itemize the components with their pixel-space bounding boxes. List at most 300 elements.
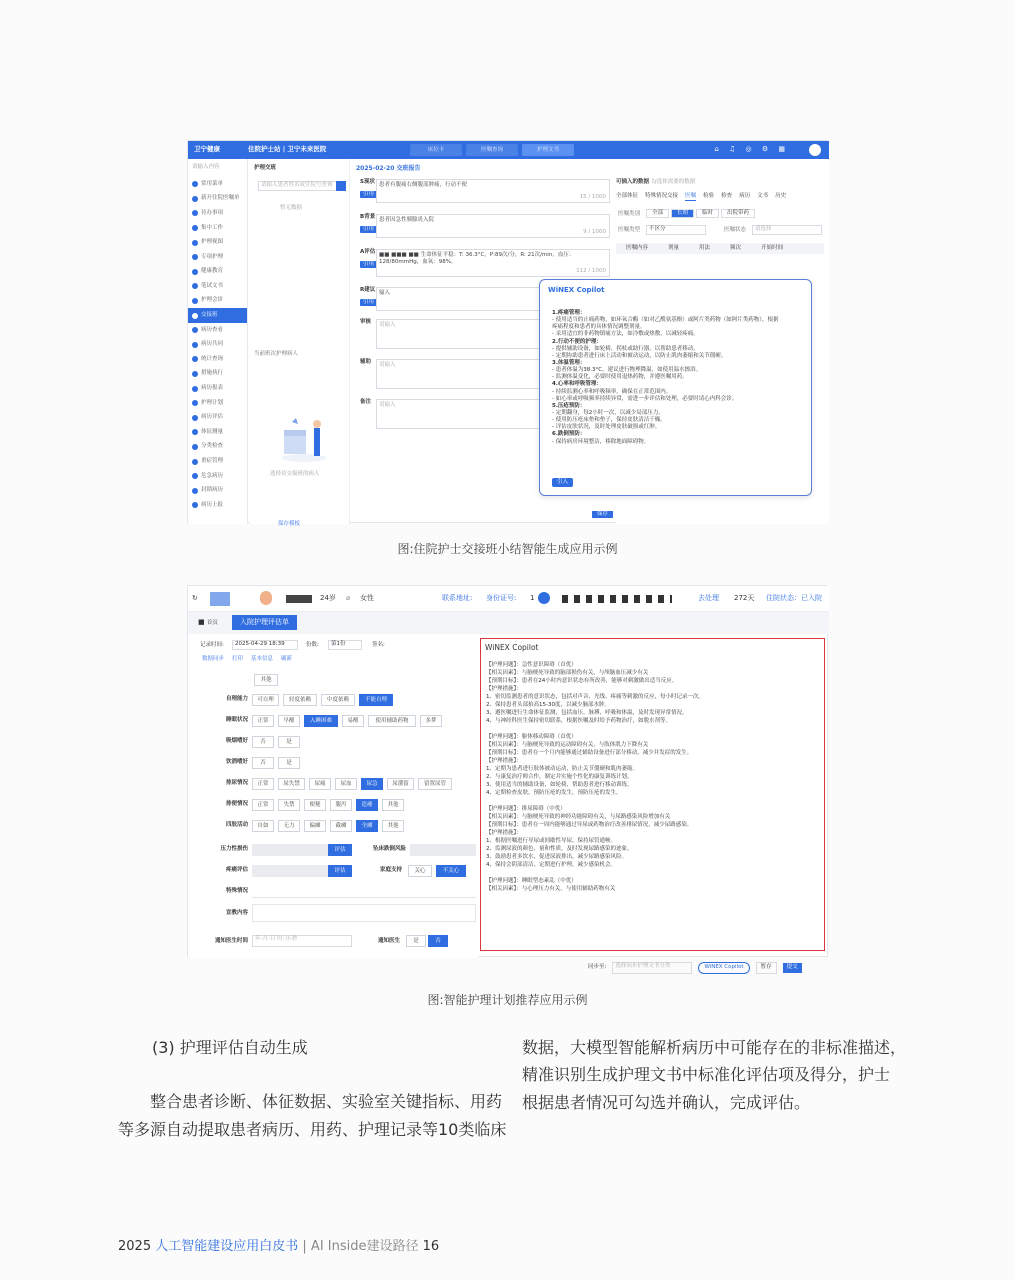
filter-option[interactable]: 长期 xyxy=(671,209,694,218)
copilot-button[interactable]: WiNEX Copilot xyxy=(698,962,749,973)
row-label: 自理能力 xyxy=(225,696,248,702)
sidebar-item-label: 措施执行 xyxy=(201,370,224,377)
refresh-icon[interactable]: ↻ xyxy=(192,594,198,602)
copilot-line: - 定期翻身，每2小时一次，以减少局部压力。 xyxy=(552,409,664,416)
right-line-2: 精准识别生成护理文书中标准化评估项及得分，护士 xyxy=(522,1065,891,1084)
copilot-line: - 保持病房环境整洁，移除地面障碍物。 xyxy=(552,438,650,445)
char-count: 15 / 1000 xyxy=(579,193,606,200)
copilot-line: 3、使用适当的辅助设备，如轮椅、帮助患者进行移动训练。 xyxy=(486,782,633,788)
sidebar-item[interactable] xyxy=(188,425,247,440)
copilot-line: 1、定期为患者进行肢体被动运动，防止关节僵硬和肌肉萎缩。 xyxy=(486,766,639,772)
row-option[interactable]: 造瘘 xyxy=(356,799,378,811)
sidebar-item-label: 分类检查 xyxy=(201,443,224,450)
patient-avatar xyxy=(260,591,272,605)
sidebar-item-label: 病历查看 xyxy=(201,326,224,333)
sidebar-item[interactable] xyxy=(188,352,247,367)
data-tab[interactable]: 病历 xyxy=(739,193,751,199)
copilot-line: 4、与神经科医生保持密切联系，根据医嘱及时给予药物治疗，如脱水剂等。 xyxy=(486,718,672,724)
row-option[interactable]: 是 xyxy=(278,736,300,748)
sidebar-item[interactable] xyxy=(188,338,247,353)
menu-icon xyxy=(192,356,198,362)
sidebar-item-label: 集中工作 xyxy=(201,224,224,231)
order-type-select[interactable]: 不区分 xyxy=(646,225,706,235)
copilot-popup xyxy=(539,279,812,496)
sync-select[interactable]: 选择同步护理文书分类 xyxy=(612,962,692,974)
filter-option[interactable]: 出院带药 xyxy=(721,209,755,218)
sidebar-item-label: 护理计划 xyxy=(201,399,224,406)
special-input[interactable] xyxy=(252,884,476,898)
id-label: 身份证号: xyxy=(486,594,517,602)
field-label: B背景 xyxy=(360,214,376,220)
menu-icon xyxy=(192,327,198,333)
copilot-title: WiNEX Copilot xyxy=(548,286,605,294)
sidebar-item[interactable] xyxy=(188,381,247,396)
field-label: R建议 xyxy=(360,287,376,293)
tab-order-query[interactable]: 医嘱查询 xyxy=(466,144,518,156)
row-option[interactable]: 易醒 xyxy=(342,715,364,727)
left-line-2: 等多源自动提取患者病历、用药、护理记录等10类临床 xyxy=(118,1120,507,1139)
copilot-line: 2.行动不便的护理： xyxy=(552,338,602,345)
id-value: 1 xyxy=(530,594,535,602)
stay-days: 272天 xyxy=(734,594,755,602)
menu-icon xyxy=(192,196,198,202)
pressure-field[interactable] xyxy=(252,844,328,856)
sidebar xyxy=(188,159,248,524)
education-label: 宣教内容 xyxy=(225,910,248,916)
menu-icon xyxy=(192,488,198,494)
field-text: 患者有腹痛右侧腹部肿痛，行动不便 xyxy=(379,182,468,188)
sidebar-item[interactable] xyxy=(188,265,247,280)
copilot-line: 【预期目标】：患者在一周内能够通过导尿或药物治疗改善排尿情况，减少尿路感染。 xyxy=(486,822,693,828)
sync-label: 同步至: xyxy=(588,964,607,971)
sidebar-item-label: 新开住院医嘱单 xyxy=(201,195,240,202)
sidebar-item[interactable] xyxy=(188,250,247,265)
row-option[interactable]: 早醒 xyxy=(278,715,300,727)
gender-icon: ⌀ xyxy=(346,594,351,602)
sidebar-item[interactable] xyxy=(188,469,247,484)
row-option[interactable]: 偏瘫 xyxy=(304,820,326,832)
copilot-line: - 提供辅助设备，如轮椅、拐杖或助行器，以帮助患者移动。 xyxy=(552,345,699,352)
pain-field[interactable] xyxy=(252,865,328,877)
copilot-line: 3.体温管理： xyxy=(552,359,586,366)
figure-handover-summary xyxy=(187,140,828,527)
cite-tag[interactable]: 引用 xyxy=(360,226,377,233)
copilot-line: 3、遵医嘱进行生命体征监测，包括血压、脉搏、呼吸和体温，及时发现异常情况。 xyxy=(486,710,688,716)
copilot-line: 【护理措施】： xyxy=(486,830,522,836)
copilot-line: 4、保持会阴部清洁，定期进行护理，减少感染机会。 xyxy=(486,862,617,868)
assist-input[interactable]: 请输入 xyxy=(376,359,610,389)
row-option[interactable]: 正常 xyxy=(252,715,274,727)
copilot-line: 1、密切监测患者的意识状态，包括对声音、光线、疼痛等刺激的反应，每小时记录一次。 xyxy=(486,694,705,700)
save-template-button[interactable]: 保存模板 xyxy=(278,521,301,527)
copilot-title: WiNEX Copilot xyxy=(485,643,539,652)
menu-icon xyxy=(192,210,198,216)
cite-tag[interactable]: 引用 xyxy=(360,261,377,268)
illustration-caption: 选择待交接班的病人 xyxy=(270,471,320,477)
tab-bed-card[interactable]: 床位卡 xyxy=(410,144,462,156)
copilot-line: - 监测体温变化，必要时使用退热药物，并遵医嘱用药。 xyxy=(552,374,688,381)
family-support-label: 家庭支持 xyxy=(379,867,402,873)
report-date-title: 2025-02-20 交班报告 xyxy=(356,165,421,172)
empty-box-illustration xyxy=(278,414,330,464)
data-tab[interactable]: 检验 xyxy=(703,193,715,199)
sidebar-item-label: 交接班 xyxy=(201,312,218,319)
save-button[interactable]: 保存 xyxy=(592,511,613,518)
menu-icon xyxy=(192,415,198,421)
search-icon[interactable] xyxy=(336,181,346,191)
data-tab[interactable]: 特殊情况交接 xyxy=(645,193,679,199)
row-option[interactable]: 中度依赖 xyxy=(321,694,355,706)
filter-option[interactable]: 临时 xyxy=(696,209,719,218)
sidebar-item-label: 病历上报 xyxy=(201,501,224,508)
notify-time-input[interactable]: 年-月-日 时:分:秒 xyxy=(252,935,352,947)
menu-icon xyxy=(192,459,198,465)
home-label: 首页 xyxy=(206,620,218,626)
footer-title: 人工智能建设应用白皮书 xyxy=(155,1239,299,1254)
doctor-link[interactable]: 去处理 xyxy=(698,594,719,602)
copilot-line: 【相关因素】：与脑梗死导致的脑部损伤有关，与颅脑血压减少有关 xyxy=(486,670,649,676)
pain-label: 疼痛评估 xyxy=(225,867,248,873)
family-nocare-option[interactable]: 不关心 xyxy=(436,865,466,877)
copilot-line: 1.疼痛管理： xyxy=(552,310,586,316)
column-header: 剂量 xyxy=(668,244,680,251)
page-footer xyxy=(118,1235,439,1254)
field-label: A评估 xyxy=(360,249,376,255)
row-option[interactable]: 无力 xyxy=(278,820,300,832)
copilot-line: 2、与康复治疗师合作，制定并实施个性化的康复训练计划。 xyxy=(486,774,633,780)
row-option[interactable]: 其他 xyxy=(382,820,404,832)
copilot-content xyxy=(552,310,802,446)
bottom-toolbar xyxy=(588,962,802,974)
menu-icon xyxy=(192,371,198,377)
note-input[interactable]: 请输入 xyxy=(376,399,610,429)
copilot-line xyxy=(486,797,816,805)
copilot-line: 1、根据医嘱进行导尿或间歇性导尿，保持尿管通畅。 xyxy=(486,838,617,844)
copilot-line xyxy=(486,725,816,733)
sidebar-item[interactable] xyxy=(188,308,247,323)
menu-icon xyxy=(192,429,198,435)
copilot-line: 5.压疮预防： xyxy=(552,402,586,409)
order-status-select[interactable]: 请选择 xyxy=(752,225,822,235)
submit-button[interactable]: 提交 xyxy=(783,963,802,972)
home-tab[interactable]: ■ 首页 xyxy=(198,618,218,626)
app-header xyxy=(188,141,829,159)
row-option[interactable]: 尿血 xyxy=(335,778,357,790)
row-option[interactable]: 截瘫 xyxy=(330,820,352,832)
menu-icon xyxy=(192,181,198,187)
sidebar-item-label: 常用菜单 xyxy=(201,180,224,187)
right-title: 可插入的数据 xyxy=(616,179,650,185)
toolbar-action[interactable]: 刷新 xyxy=(281,656,293,662)
menu-icon xyxy=(192,342,198,348)
sidebar-item[interactable] xyxy=(188,323,247,338)
copilot-line: 4、定期检查皮肤，预防压疮的发生，预防压疮的发生。 xyxy=(486,790,622,796)
field-input[interactable] xyxy=(376,179,610,203)
family-care-option[interactable]: 关心 xyxy=(408,865,432,877)
copilot-line: 【护理问题】：排尿障碍（中优） xyxy=(486,806,566,812)
row-option[interactable]: 多梦 xyxy=(420,715,442,727)
row-option[interactable]: 可自理 xyxy=(252,694,279,706)
row-option[interactable]: 尿痛 xyxy=(309,778,331,790)
copilot-line: 【护理问题】：睡眠型态紊乱（中优） xyxy=(486,878,577,884)
tab-bar xyxy=(188,612,829,634)
contact-address-label: 联系地址: xyxy=(442,594,473,602)
copilot-line: - 定期协助患者进行床上活动和被动运动，以防止肌肉萎缩和关节僵硬。 xyxy=(552,352,727,359)
field-label-note: 备注 xyxy=(360,399,372,405)
cite-tag[interactable]: 引用 xyxy=(360,191,377,198)
section-title: 当前班次护理病人 xyxy=(254,351,299,357)
row-option[interactable]: 否 xyxy=(252,736,274,748)
patient-logo xyxy=(210,592,230,606)
copilot-line: 【相关因素】：与脑梗死导致的神经功能障碍有关，与尿路感染风险增加有关 xyxy=(486,814,671,820)
row-option[interactable]: 尿潴留 xyxy=(387,778,414,790)
row-option[interactable]: 否 xyxy=(252,757,274,769)
field-label-assist: 辅助 xyxy=(360,359,372,365)
menu-icon xyxy=(192,225,198,231)
sidebar-search[interactable]: 请输入内容 xyxy=(192,164,220,170)
menu-icon xyxy=(192,269,198,275)
sidebar-item[interactable] xyxy=(188,367,247,382)
figure1-caption: 图:住院护士交接班小结智能生成应用示例 xyxy=(397,542,618,556)
data-tab[interactable]: 全部体征 xyxy=(616,193,639,199)
pressure-eval-button[interactable]: 评估 xyxy=(328,844,352,856)
menu-icon xyxy=(192,386,198,392)
panel-title xyxy=(616,177,695,186)
copilot-line: 3、鼓励患者多饮水，促进尿液排出，减少尿路感染风险。 xyxy=(486,854,628,860)
section-heading: (3) 护理评估自动生成 xyxy=(152,1038,308,1057)
row-label: 四肢活动 xyxy=(225,822,248,828)
empty-hint: 暂无数据 xyxy=(280,205,303,211)
row-label: 排便情况 xyxy=(225,801,248,807)
sidebar-item[interactable] xyxy=(188,177,247,192)
sidebar-item[interactable] xyxy=(188,192,247,207)
copilot-line: - 如心率或呼吸频率持续异常，需进一步评估和处理，必要时请心内科会诊。 xyxy=(552,395,738,402)
fall-risk-field[interactable] xyxy=(410,844,476,856)
row-option[interactable]: 全瘫 xyxy=(356,820,378,832)
row-label: 饮酒嗜好 xyxy=(225,759,248,765)
row-option[interactable]: 便秘 xyxy=(304,799,326,811)
copilot-line: - 评估皮肤状况，及时处理皮肤破损或红肿。 xyxy=(552,424,661,431)
row-label: 睡眠状况 xyxy=(225,717,248,723)
sidebar-item-label: 笔试文书 xyxy=(201,282,224,289)
sidebar-item-label: 专项护理 xyxy=(201,253,224,260)
copilot-line xyxy=(486,869,816,877)
row-label: 排尿情况 xyxy=(225,780,248,786)
sidebar-item-label: 统计查询 xyxy=(201,355,224,362)
data-tab[interactable]: 历史 xyxy=(775,193,787,199)
copilot-line: 【护理问题】：躯体移动障碍（首优） xyxy=(486,734,577,740)
fall-risk-label: 坠床跌倒风险 xyxy=(372,846,406,852)
sidebar-item[interactable] xyxy=(188,294,247,309)
footer-separator: | xyxy=(302,1239,307,1254)
draft-button[interactable]: 暂存 xyxy=(756,962,777,973)
row-option[interactable]: 腹泻 xyxy=(330,799,352,811)
row-option[interactable]: 自如 xyxy=(252,820,274,832)
menu-icon xyxy=(192,313,198,319)
tab-nursing-docs[interactable]: 护理文书 xyxy=(522,144,574,156)
header-icons[interactable]: ⌂ ♫ ◎ ⚙ ▦ xyxy=(714,145,789,153)
copilot-line: 疼痛程度和患者的具体情况调整剂量。 xyxy=(552,324,646,331)
record-time-input[interactable]: 2025-04-29 18:39 xyxy=(232,640,298,650)
option-other[interactable]: 其他 xyxy=(254,674,278,686)
left-line-1: 整合患者诊断、体征数据、实验室关键指标、用药 xyxy=(150,1092,503,1111)
copilot-content xyxy=(486,661,816,893)
avatar[interactable] xyxy=(809,144,821,156)
sidebar-item-label: 护理会诊 xyxy=(201,297,224,304)
copilot-line: - 使用适当的止痛药物，如环氧合酶（如对乙酰氨基酚）或阿片类药物（如阿片类药物），根据 xyxy=(552,317,779,324)
menu-icon xyxy=(192,254,198,260)
row-option[interactable]: 留置尿管 xyxy=(418,778,452,790)
sidebar-item[interactable] xyxy=(188,411,247,426)
notify-no[interactable]: 否 xyxy=(428,935,448,947)
copies-select[interactable]: 第1份 xyxy=(328,640,362,650)
row-option[interactable]: 入睡困难 xyxy=(304,715,338,727)
copilot-line: - 患者体温为38.3°C，建议进行物理降温，如使用温水擦浴。 xyxy=(552,367,702,374)
patient-age: 24岁 xyxy=(320,594,336,602)
copilot-line: 【预期目标】：患者在一个月内能够通过辅助设备进行部分移动，减少并发症的发生。 xyxy=(486,750,693,756)
patient-search-input[interactable]: 请输入患者姓名或住院号查询 xyxy=(258,181,338,191)
field-label: S现状 xyxy=(360,179,375,185)
toolbar-action[interactable]: 打印 xyxy=(232,656,244,662)
field-text: ■■ ■■■ ■■ 生命体征平稳：T: 36.3°C，P:89次/分，R: 21次/min，血压：128/80mmHg，血氧：98%。 xyxy=(379,252,575,266)
row-option[interactable]: 其他 xyxy=(382,799,404,811)
order-type-label: 医嘱类型 xyxy=(618,227,641,233)
brand-logo: 卫宁健康 xyxy=(194,145,220,153)
page-number: 16 xyxy=(422,1239,440,1254)
copilot-line: - 持续监测心率和呼吸频率，确保在正常范围内。 xyxy=(552,388,672,395)
menu-icon xyxy=(192,444,198,450)
row-option[interactable]: 使用辅助药物 xyxy=(368,715,416,727)
menu-icon xyxy=(192,283,198,289)
row-option[interactable]: 失禁 xyxy=(278,799,300,811)
id-icon[interactable] xyxy=(538,592,550,604)
data-tab[interactable]: 文书 xyxy=(757,193,769,199)
sidebar-item-label: 重症管理 xyxy=(201,458,224,464)
pain-eval-button[interactable]: 评估 xyxy=(328,865,352,877)
field-text: 输入 xyxy=(379,290,391,296)
copilot-line: 2、监测尿液的颜色、量和性质，及时发现尿路感染的迹象。 xyxy=(486,846,633,852)
column-header: 频次 xyxy=(730,244,742,251)
sidebar-item[interactable] xyxy=(188,396,247,411)
field-input[interactable] xyxy=(376,249,610,277)
menu-icon xyxy=(192,502,198,508)
education-input[interactable] xyxy=(252,904,476,922)
sidebar-item-label: 待办事项 xyxy=(201,209,224,216)
sidebar-item-label: 病历评估 xyxy=(201,414,224,421)
char-count: 9 / 1000 xyxy=(583,228,606,235)
column-header: 开始时间 xyxy=(761,244,784,251)
cite-tag[interactable]: 引用 xyxy=(360,299,377,306)
copilot-line: 6.跌倒预防： xyxy=(552,431,586,438)
sidebar-item[interactable] xyxy=(188,498,247,513)
sidebar-item[interactable] xyxy=(188,279,247,294)
figure2-caption: 图:智能护理计划推荐应用示例 xyxy=(427,993,588,1007)
copilot-line: 【相关因素】：与脑梗死导致的运动障碍有关，与肢体肌力下降有关 xyxy=(486,742,649,748)
id-redacted xyxy=(562,595,672,603)
insert-button[interactable]: 引入 xyxy=(552,478,573,487)
audit-input[interactable]: 请输入 xyxy=(376,319,610,349)
sidebar-item[interactable] xyxy=(188,221,247,236)
order-status-label: 医嘱状态 xyxy=(724,227,747,233)
figure-care-plan xyxy=(187,585,828,971)
sidebar-item[interactable] xyxy=(188,454,247,469)
menu-icon xyxy=(192,473,198,479)
panel-title: 护理交班 xyxy=(254,165,277,171)
sidebar-item-label: 体征测量 xyxy=(201,428,224,435)
sidebar-item[interactable] xyxy=(188,235,247,250)
pressure-label: 压力性损伤 xyxy=(220,846,248,852)
copilot-line: 4.心率和呼吸管理： xyxy=(552,381,602,388)
filter-option[interactable]: 全部 xyxy=(646,209,669,218)
toolbar-action[interactable]: 数据同步 xyxy=(202,656,225,662)
copilot-line: 【护理措施】： xyxy=(486,686,522,692)
sidebar-item-label: 病历报表 xyxy=(201,385,224,392)
patient-bar xyxy=(188,586,829,612)
sidebar-item-label: 病历共同 xyxy=(201,341,224,348)
row-option[interactable]: 正常 xyxy=(252,778,274,790)
row-option[interactable]: 不能自理 xyxy=(359,694,393,706)
copilot-line: 【护理问题】：急性意识障碍（首优） xyxy=(486,662,577,668)
notify-yes[interactable]: 是 xyxy=(406,935,426,947)
menu-icon xyxy=(192,298,198,304)
patient-sex: 女性 xyxy=(360,594,374,602)
special-label: 特殊情况 xyxy=(225,888,248,894)
data-tab[interactable]: 医嘱 xyxy=(685,193,696,201)
footer-year: 2025 xyxy=(118,1239,152,1254)
sidebar-item[interactable] xyxy=(188,440,247,455)
sidebar-item-label: 健康教育 xyxy=(201,268,224,275)
menu-icon xyxy=(192,240,198,246)
app-title: 住院护士站 | 卫宁未来医院 xyxy=(248,145,327,153)
toolbar-action[interactable]: 基本信息 xyxy=(251,656,274,662)
patient-name-redacted xyxy=(286,595,312,603)
row-option[interactable]: 轻度依赖 xyxy=(283,694,317,706)
right-subtitle: 勾选你需要的数据 xyxy=(651,179,696,185)
sidebar-item-label: 封锁病历 xyxy=(201,487,224,494)
copilot-line: - 使用防压疮床垫和垫子，保持皮肤清洁干燥。 xyxy=(552,417,666,424)
data-tab[interactable]: 检查 xyxy=(721,193,733,199)
sidebar-item[interactable] xyxy=(188,483,247,498)
sidebar-item[interactable] xyxy=(188,206,247,221)
row-option[interactable]: 正常 xyxy=(252,799,274,811)
notify-time-label: 通知医生时间 xyxy=(214,938,248,944)
row-label: 吸烟嗜好 xyxy=(225,738,248,744)
signature-label: 签名: xyxy=(372,642,385,648)
field-text: 患者因急性胰腺炎入院 xyxy=(379,217,435,223)
assessment-tab[interactable]: 入院护理评估单 xyxy=(232,615,297,630)
assessment-form xyxy=(188,634,478,958)
sidebar-item-label: 护理视图 xyxy=(201,239,224,246)
column-header: 医嘱内容 xyxy=(626,244,649,251)
footer-subtitle: AI Inside建设路径 xyxy=(310,1239,419,1254)
copilot-panel xyxy=(480,638,825,951)
field-label-audit: 审核 xyxy=(360,319,372,325)
column-header: 用法 xyxy=(699,244,711,251)
copilot-line: 【相关因素】：与心理压力有关，与使用辅助药物有关 xyxy=(486,886,616,892)
sidebar-item-label: 危急病历 xyxy=(201,472,224,479)
char-count: 112 / 1000 xyxy=(576,267,606,274)
row-option[interactable]: 尿失禁 xyxy=(278,778,305,790)
copilot-line: 2、保持患者头部抬高15-30度，以减少脑部水肿。 xyxy=(486,702,610,708)
copilot-line: 【预期目标】：患者在24小时内意识状态有所改善，能够对刺激做出适当反应。 xyxy=(486,678,678,684)
row-option[interactable]: 是 xyxy=(278,757,300,769)
handover-left-panel xyxy=(250,159,350,527)
copilot-line: 【护理措施】： xyxy=(486,758,522,764)
order-category-label: 医嘱类别 xyxy=(618,211,641,217)
row-option[interactable]: 尿急 xyxy=(361,778,383,790)
field-input[interactable] xyxy=(376,214,610,238)
copies-label: 份数: xyxy=(306,642,319,648)
